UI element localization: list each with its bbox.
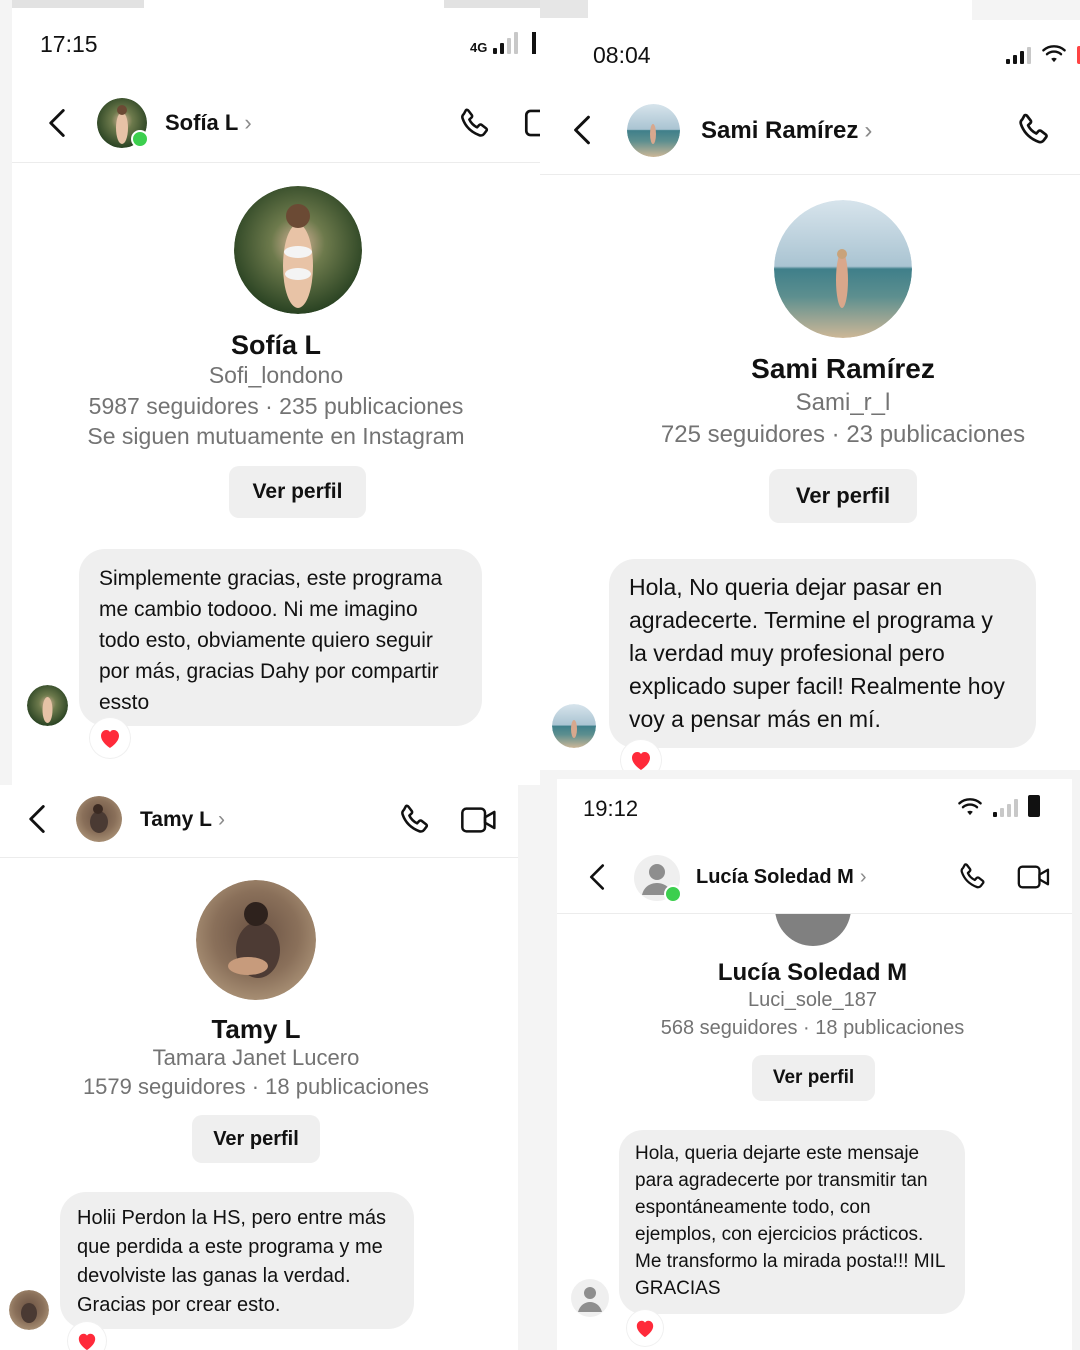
profile-stats: 725 seguidores · 23 publicaciones <box>660 421 1026 448</box>
message-bubble[interactable]: Hola, queria dejarte este mensaje para agradecerte por transmitir tan espontáneamente todo, con ejemplos, con ejercicios prácticos. Me transformo la mirada posta!!! MIL GRACIAS <box>619 1130 965 1314</box>
contact-name[interactable] <box>140 808 225 832</box>
chevron-right-icon: › <box>217 808 225 831</box>
chevron-right-icon: › <box>244 110 252 135</box>
view-profile-button[interactable]: Ver perfil <box>229 466 366 518</box>
online-indicator <box>664 885 682 903</box>
chevron-right-icon: › <box>859 866 867 888</box>
heart-icon <box>98 727 122 749</box>
profile-photo[interactable] <box>775 914 851 946</box>
sender-avatar <box>552 704 596 748</box>
chat-header <box>540 90 1080 175</box>
wifi-icon <box>1041 44 1067 64</box>
avatar[interactable] <box>76 796 122 842</box>
back-icon[interactable] <box>28 804 46 834</box>
sender-avatar <box>9 1290 49 1330</box>
view-profile-button[interactable]: Ver perfil <box>752 1055 875 1101</box>
phone-icon[interactable] <box>956 861 988 893</box>
contact-name[interactable] <box>696 866 866 889</box>
status-strip <box>972 0 1080 20</box>
online-indicator <box>131 130 149 148</box>
chat-panel-tamy <box>0 785 518 1350</box>
profile-photo[interactable] <box>234 186 362 314</box>
status-strip <box>444 0 540 8</box>
chevron-right-icon: › <box>864 117 873 144</box>
signal-icon <box>1006 47 1031 64</box>
heart-icon <box>76 1331 98 1350</box>
back-icon[interactable] <box>589 863 605 891</box>
status-time: 17:15 <box>40 31 98 57</box>
status-strip <box>540 0 588 18</box>
chat-header <box>12 80 540 163</box>
contact-name-label: Sofía L <box>165 110 239 135</box>
phone-icon[interactable] <box>396 802 432 838</box>
sender-avatar <box>27 685 68 726</box>
chat-panel-sami <box>540 0 1080 770</box>
profile-stats: 5987 seguidores · 235 publicaciones <box>88 393 464 419</box>
signal-icon <box>993 799 1018 817</box>
signal-icon <box>493 32 518 54</box>
contact-name-label: Lucía Soledad M <box>696 866 854 888</box>
profile-username: Luci_sole_187 <box>748 989 877 1011</box>
heart-icon <box>634 1318 656 1338</box>
message-bubble[interactable]: Simplemente gracias, este programa me cambio todooo. Ni me imagino todo esto, obviamente quiero seguir por más, gracias Dahy por compartir essto <box>79 549 482 726</box>
phone-icon[interactable] <box>456 106 492 142</box>
profile-name: Lucía Soledad M <box>717 959 908 986</box>
contact-name[interactable] <box>165 110 252 136</box>
phone-icon[interactable] <box>1014 111 1052 149</box>
profile-photo[interactable] <box>774 200 912 338</box>
status-time: 08:04 <box>593 42 651 68</box>
view-profile-button[interactable]: Ver perfil <box>192 1115 320 1163</box>
network-label: 4G <box>470 40 488 55</box>
message-bubble[interactable]: Hola, No queria dejar pasar en agradecerte. Termine el programa y la verdad muy profesional pero explicado super facil! Realmente hoy voy a pensar más en mí. <box>609 559 1036 748</box>
battery-icon <box>532 32 536 54</box>
video-icon[interactable] <box>1017 862 1051 892</box>
heart-icon <box>629 749 653 770</box>
chat-header <box>557 843 1072 914</box>
profile-username: Sofi_londono <box>208 362 344 388</box>
reaction-badge <box>627 1310 663 1346</box>
profile-name: Sofía L <box>230 330 321 360</box>
profile-stats: 1579 seguidores · 18 publicaciones <box>82 1074 430 1099</box>
contact-name[interactable] <box>701 117 872 145</box>
profile-name: Tamy L <box>211 1014 301 1044</box>
profile-username: Tamara Janet Lucero <box>152 1045 360 1070</box>
battery-icon <box>1028 795 1040 817</box>
profile-mutual: Se siguen mutuamente en Instagram <box>87 423 465 449</box>
video-icon[interactable] <box>460 804 498 836</box>
status-strip <box>12 0 144 8</box>
back-icon[interactable] <box>573 114 591 146</box>
contact-name-label: Tamy L <box>140 808 212 831</box>
view-profile-button[interactable]: Ver perfil <box>769 469 917 523</box>
wifi-icon <box>957 797 983 817</box>
profile-username: Sami_r_l <box>795 389 891 416</box>
contact-name-label: Sami Ramírez <box>701 117 859 144</box>
message-bubble[interactable]: Holii Perdon la HS, pero entre más que perdida a este programa y me devolviste las ganas la verdad. Gracias por crear esto. <box>60 1192 414 1329</box>
profile-photo[interactable] <box>196 880 316 1000</box>
back-icon[interactable] <box>48 108 66 138</box>
avatar[interactable] <box>627 104 680 157</box>
profile-stats: 568 seguidores · 18 publicaciones <box>660 1017 965 1039</box>
status-icons <box>470 32 536 54</box>
status-icons <box>957 795 1040 817</box>
status-time: 19:12 <box>583 796 639 821</box>
video-icon[interactable] <box>524 106 540 140</box>
chat-panel-lucia <box>557 779 1072 1350</box>
status-icons <box>1006 44 1080 64</box>
chat-panel-sofia <box>12 0 540 785</box>
chat-header <box>0 785 518 858</box>
profile-name: Sami Ramírez <box>751 353 935 384</box>
sender-avatar <box>571 1279 609 1317</box>
reaction-badge <box>90 718 130 758</box>
